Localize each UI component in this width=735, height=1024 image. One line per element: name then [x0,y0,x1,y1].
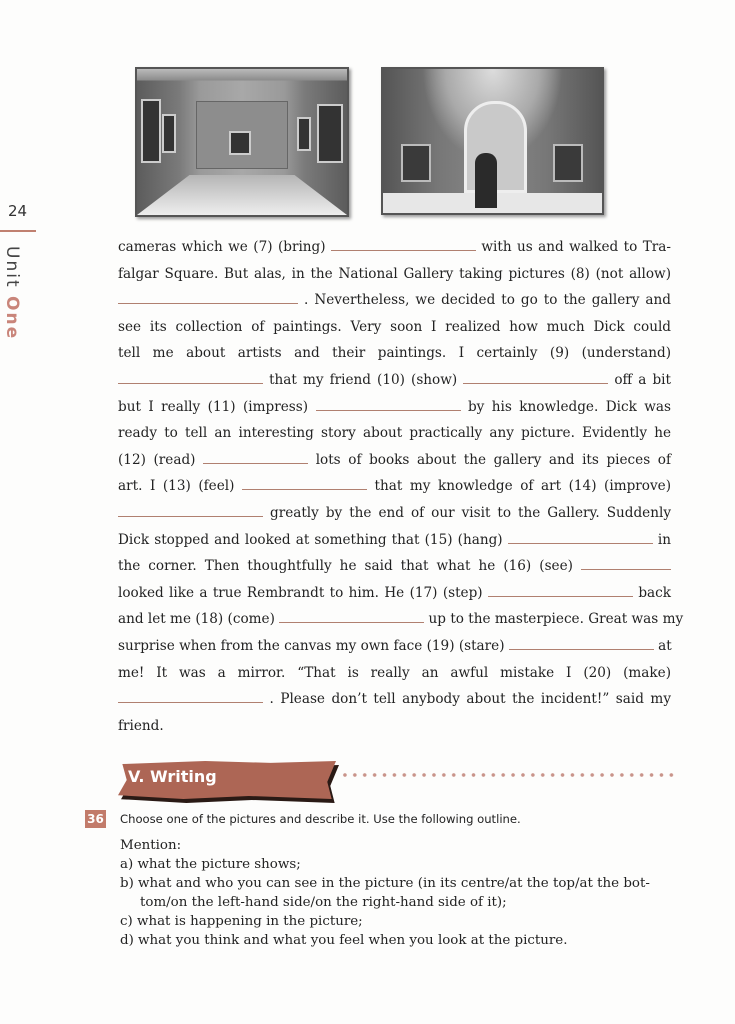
outline-item: a) what the picture shows; [120,857,301,872]
text-segment: at [658,637,672,654]
text-segment: up to the masterpiece. Great was my [428,611,684,628]
text-segment: that my friend (10) (show) [269,371,458,388]
outline-item: c) what is happening in the picture; [120,914,363,929]
text-line [118,686,671,713]
text-segment: greatly by the end of our visit to the Gallery. Suddenly [270,504,671,521]
text-line [118,606,684,633]
text-segment: that my knowledge of art (14) (improve) [374,478,672,495]
text-segment: me! It was a mirror. “That is really an awful mistake I (20) (make) [118,664,671,681]
gallery-photo-left [135,67,349,217]
text-segment: by his knowledge. Dick was [467,398,671,415]
text-segment: the corner. Then thoughtfully he said that what he (16) (see) [118,558,573,575]
painting [553,144,583,182]
text-segment: but I really (11) (impress) [118,398,309,415]
answer-blank[interactable] [509,635,654,650]
outline-item: d) what you think and what you feel when you look at the picture. [120,933,568,948]
text-segment: with us and walked to Tra- [481,239,671,255]
text-segment: off a bit [614,371,671,388]
painting [317,104,343,163]
text-segment: ready to tell an interesting story about practically any picture. Evidently he [118,425,671,442]
text-segment: Dick stopped and looked at something that (15) (hang) [118,531,503,548]
answer-blank[interactable] [242,475,367,490]
unit-name: One [2,296,22,341]
text-segment: back [638,584,672,601]
text-segment: art. I (13) (feel) [118,478,235,495]
exercise-text [118,234,684,739]
unit-label [2,246,22,340]
text-line [118,553,671,580]
text-segment: tell me about artists and their paintings. I certainly (9) (understand) [118,345,671,362]
text-segment: . Please don’t tell anybody about the incident!” said my [269,691,671,708]
painting [141,99,161,163]
text-segment: and let me (18) (come) [118,611,275,628]
text-segment: (12) (read) [118,451,196,468]
text-line [118,500,671,527]
dotted-divider [340,772,674,778]
text-segment: . Nevertheless, we decided to go to the gallery and [304,292,671,309]
unit-word: Unit [2,246,22,297]
outline-item: b) what and who you can see in the picture (in its centre/at the top/at the bot- [120,876,650,891]
answer-blank[interactable] [488,582,633,597]
gallery-photo-right [381,67,604,215]
text-line [118,287,671,314]
answer-blank[interactable] [118,289,298,304]
text-segment: falgar Square. But alas, in the National Gallery taking pictures (8) (not allow) [118,265,671,282]
painting [297,117,311,151]
text-segment: lots of books about the gallery and its pieces of [315,451,672,468]
text-segment: see its collection of paintings. Very soon I realized how much Dick could [118,318,671,335]
photo-floor [137,175,347,215]
text-segment: surprise when from the canvas my own face (19) (stare) [118,637,505,654]
answer-blank[interactable] [508,529,653,544]
answer-blank[interactable] [331,236,476,251]
text-line [118,314,671,341]
painting [401,144,431,182]
text-line [118,580,671,607]
visitor-figure [475,153,497,208]
answer-blank[interactable] [118,502,263,517]
text-segment: looked like a true Rembrandt to him. He (17) (step) [118,584,483,601]
text-line [118,340,671,367]
exercise-instruction: Choose one of the pictures and describe it. Use the following outline. [120,812,521,826]
text-line [118,367,671,394]
text-segment: in [657,531,672,548]
outline [120,836,675,950]
answer-blank[interactable] [279,608,424,623]
answer-blank[interactable] [118,369,263,384]
outline-item: tom/on the left-hand side/on the right-hand side of it); [140,895,507,910]
page-number: 24 [8,202,28,220]
text-line [118,394,671,421]
mention-label: Mention: [120,838,182,853]
text-line [118,420,671,447]
answer-blank[interactable] [118,688,263,703]
text-line [118,527,671,554]
text-line [118,660,671,687]
answer-blank[interactable] [463,369,608,384]
text-line [118,234,671,261]
margin-rule [0,230,36,232]
text-line [118,447,671,474]
text-line [118,261,671,288]
exercise-number: 36 [85,810,106,828]
answer-blank[interactable] [316,396,461,411]
text-line [118,713,671,740]
text-segment: friend. [118,717,164,734]
answer-blank[interactable] [203,449,308,464]
painting [162,114,176,153]
painting [229,131,251,155]
text-line [118,633,671,660]
section-title: V. Writing [128,767,217,786]
text-segment: cameras which we (7) (bring) [118,239,326,255]
text-line [118,473,671,500]
answer-blank[interactable] [581,555,671,570]
